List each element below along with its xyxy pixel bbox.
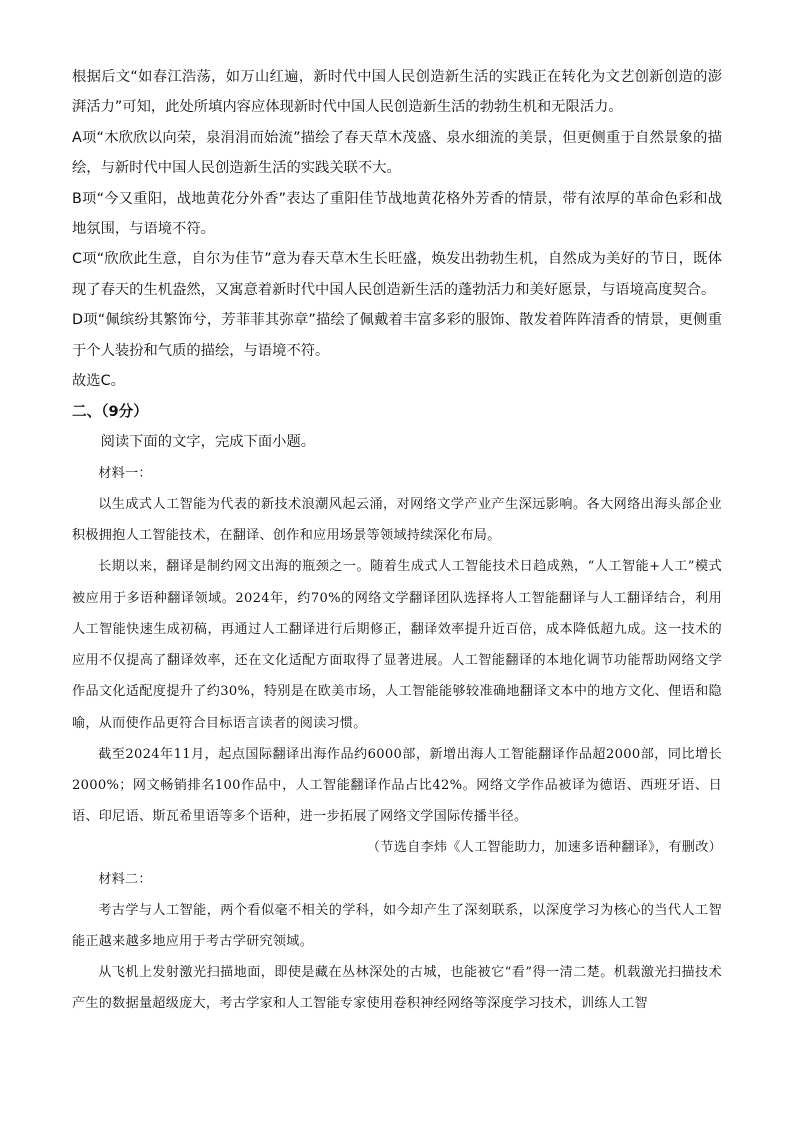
analysis-option-b: B项“今又重阳，战地黄花分外香”表达了重阳佳节战地黄花格外芳香的情景，带有浓厚的革命色彩和战地氛围，与语境不符。: [72, 190, 722, 238]
analysis-context: 根据后文“如春江浩荡，如万山红遍，新时代中国人民创造新生活的实践正在转化为文艺创新创造的澎湃活力”可知，此处所填内容应体现新时代中国人民创造新生活的勃勃生机和无限活力。: [72, 69, 722, 116]
material-two-paragraph: 从飞机上发射激光扫描地面，即使是藏在丛林深处的古城，也能被它“看”得一清二楚。机载激光扫描技术产生的数据量超级庞大，考古学家和人工智能专家使用卷积神经网络等深度学习技术，训练人工智: [72, 965, 722, 1012]
material-one-paragraph: 截至2024年11月，起点国际翻译出海作品约6000部，新增出海人工智能翻译作品超2000部，同比增长2000%；网文畅销排名100作品中，人工智能翻译作品占比42%。网络文学作品被译为德语、西班牙语、日语、印尼语、斯瓦希里语等多个语种，进一步拓展了网络文学国际传播半径。: [72, 746, 722, 825]
document-page: [72, 62, 722, 1020]
section-heading: 二、（9分）: [72, 403, 148, 421]
analysis-option-a: A项“木欣欣以向荣，泉涓涓而始流”描绘了春天草木茂盛、泉水细流的美景，但更侧重于自然景象的描绘，与新时代中国人民创造新生活的实践关联不大。: [72, 129, 722, 177]
material-one-paragraph: 以生成式人工智能为代表的新技术浪潮风起云涌，对网络文学产业产生深远影响。各大网络出海头部企业积极拥抱人工智能技术，在翻译、创作和应用场景等领域持续深化布局。: [72, 497, 722, 544]
reading-instruction: 阅读下面的文字，完成下面小题。: [100, 434, 316, 451]
material-one-paragraph: 长期以来，翻译是制约网文出海的瓶颈之一。随着生成式人工智能技术日趋成熟，“人工智能+人工”模式被应用于多语种翻译领域。2024年，约70%的网络文学翻译团队选择将人工智能翻译与人工翻译结合，利用人工智能快速生成初稿，再通过人工翻译进行后期修正，翻译效率提升近百倍，成本降低超九成。这一技术的应用不仅提高了翻译效率，还在文化适配方面取得了显著进展。人工智能翻译的本地化调节功能帮助网络文学作品文化适配度提升了约30%，特别是在欧美市场，人工智能能够较准确地翻译文本中的地方文化、俚语和隐喻，从而使作品更符合目标语言读者的阅读习惯。: [72, 559, 722, 731]
analysis-option-c: C项“欣欣此生意，自尔为佳节”意为春天草木生长旺盛，焕发出勃勃生机，自然成为美好的节日，既体现了春天的生机盎然，又寓意着新时代中国人民创造新生活的蓬勃活力和美好愿景，与语境高度契合。: [72, 251, 722, 298]
material-two-paragraph: 考古学与人工智能，两个看似毫不相关的学科，如今却产生了深刻联系，以深度学习为核心的当代人工智能正越来越多地应用于考古学研究领域。: [72, 902, 722, 949]
answer-analysis: [72, 62, 722, 396]
material-one: [72, 458, 722, 864]
analysis-option-d: D项“佩缤纷其繁饰兮，芳菲菲其弥章”描绘了佩戴着丰富多彩的服饰、散发着阵阵清香的情景，更侧重于个人装扮和气质的描绘，与语境不符。: [72, 312, 722, 359]
analysis-answer: 故选C。: [72, 373, 125, 390]
material-two-label: 材料二：: [98, 871, 152, 887]
material-two: [72, 864, 722, 1020]
material-one-source: （节选自李炜《人工智能助力，加速多语种翻译》，有删改）: [366, 840, 722, 856]
material-one-label: 材料一：: [98, 465, 152, 481]
